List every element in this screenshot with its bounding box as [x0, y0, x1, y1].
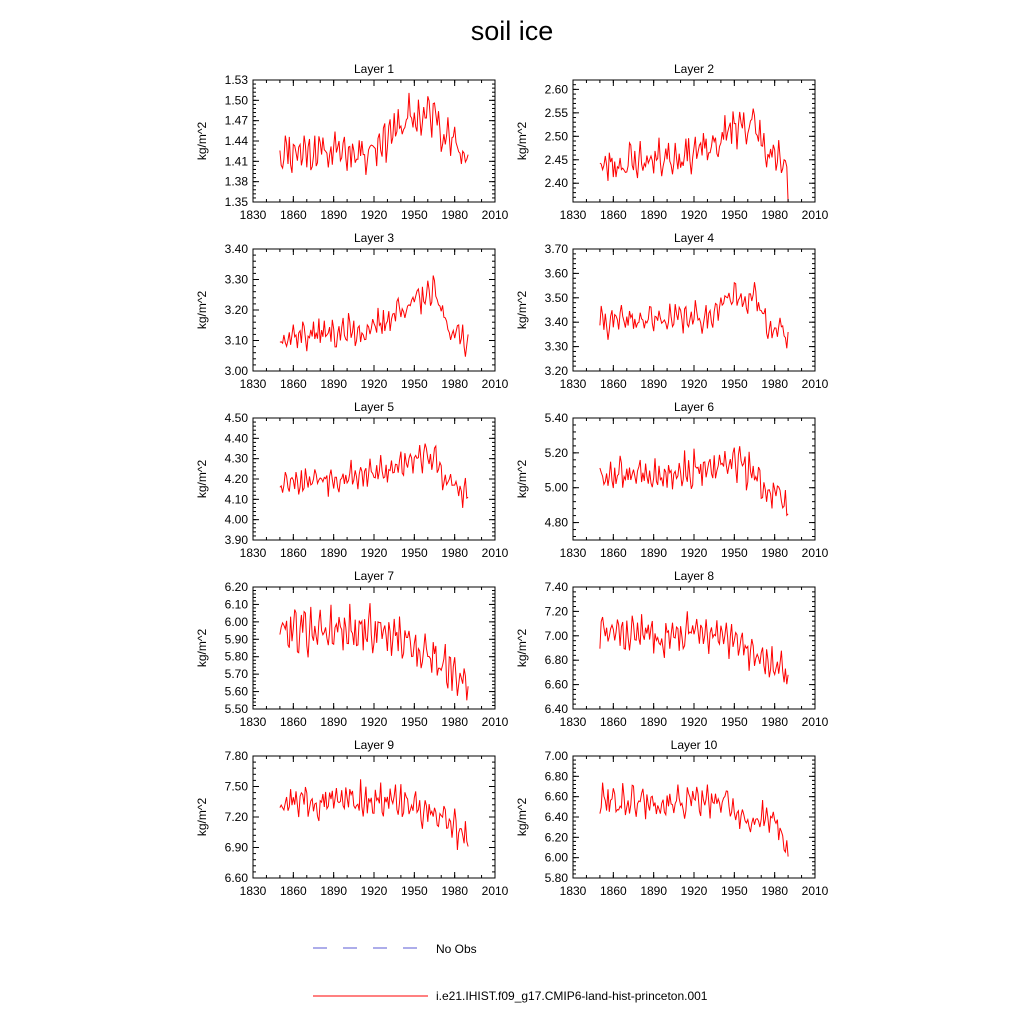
x-tick-label: 1830: [559, 377, 587, 391]
x-tick-label: 2010: [801, 884, 829, 898]
x-tick-label: 1920: [360, 208, 388, 222]
y-tick-label: 7.00: [544, 749, 568, 763]
x-tick-label: 1980: [761, 377, 789, 391]
y-tick-label: 5.90: [224, 632, 248, 647]
y-tick-label: 7.20: [224, 810, 248, 824]
y-tick-label: 3.20: [544, 364, 568, 378]
x-tick-label: 1860: [599, 546, 627, 560]
x-tick-label: 1920: [360, 546, 388, 560]
y-tick-label: 3.60: [544, 266, 568, 281]
legend: [313, 942, 708, 1003]
x-tick-label: 1830: [239, 208, 267, 222]
series-line: [600, 282, 788, 348]
y-tick-label: 6.60: [224, 871, 248, 885]
x-tick-label: 1950: [400, 208, 428, 222]
x-tick-label: 2010: [801, 715, 829, 729]
panel-7: [195, 569, 509, 729]
plot-frame: [573, 756, 815, 878]
x-tick-label: 1860: [599, 884, 627, 898]
y-tick-label: 3.50: [544, 290, 568, 305]
x-tick-label: 2010: [481, 884, 509, 898]
y-tick-label: 4.00: [224, 512, 248, 527]
y-tick-label: 1.50: [224, 93, 248, 108]
y-axis-label: kg/m^2: [515, 797, 529, 837]
x-tick-label: 1830: [559, 208, 587, 222]
y-tick-label: 6.80: [544, 769, 568, 784]
x-tick-label: 1890: [320, 208, 348, 222]
x-tick-label: 2010: [481, 546, 509, 560]
y-tick-label: 6.20: [544, 830, 568, 845]
x-tick-label: 2010: [801, 546, 829, 560]
y-tick-label: 7.20: [544, 604, 568, 619]
y-tick-label: 4.30: [224, 451, 248, 466]
panel-title: Layer 2: [673, 62, 715, 76]
y-tick-label: 5.70: [224, 667, 248, 682]
y-tick-label: 5.80: [544, 871, 568, 885]
x-tick-label: 1860: [279, 884, 307, 898]
x-tick-label: 1920: [680, 884, 708, 898]
legend-label-no-obs: No Obs: [436, 942, 477, 956]
y-tick-label: 6.40: [544, 810, 568, 824]
y-axis-label: kg/m^2: [515, 628, 529, 668]
x-tick-label: 1920: [680, 377, 708, 391]
x-tick-label: 1980: [441, 884, 469, 898]
x-tick-label: 1890: [320, 546, 348, 560]
x-tick-label: 1890: [640, 377, 668, 391]
x-tick-label: 1860: [599, 208, 627, 222]
y-tick-label: 3.40: [544, 315, 568, 330]
x-tick-label: 1830: [239, 715, 267, 729]
x-tick-label: 1920: [680, 546, 708, 560]
y-tick-label: 1.47: [224, 113, 248, 128]
y-tick-label: 3.70: [544, 242, 568, 256]
panel-title: Layer 8: [673, 569, 715, 583]
y-tick-label: 4.10: [224, 492, 248, 507]
series-line: [280, 444, 468, 508]
plot-frame: [573, 249, 815, 371]
panel-9: [195, 738, 509, 898]
series-line: [280, 276, 468, 357]
y-tick-label: 1.44: [224, 134, 248, 148]
y-tick-label: 7.40: [544, 580, 568, 594]
y-tick-label: 6.40: [544, 702, 568, 716]
y-tick-label: 5.40: [544, 411, 568, 425]
panel-title: Layer 6: [673, 400, 715, 414]
x-tick-label: 1980: [761, 884, 789, 898]
y-tick-label: 5.00: [544, 480, 568, 495]
x-tick-label: 1860: [279, 208, 307, 222]
x-tick-label: 2010: [801, 208, 829, 222]
x-tick-label: 1980: [761, 546, 789, 560]
series-line: [600, 611, 788, 684]
x-tick-label: 1890: [640, 715, 668, 729]
y-tick-label: 3.40: [224, 242, 248, 256]
x-tick-label: 1950: [400, 546, 428, 560]
plot-frame: [253, 249, 495, 371]
x-tick-label: 1980: [761, 208, 789, 222]
y-tick-label: 4.20: [224, 472, 248, 486]
x-tick-label: 1830: [239, 377, 267, 391]
plot-frame: [573, 587, 815, 709]
x-tick-label: 1980: [441, 546, 469, 560]
series-line: [600, 109, 788, 202]
x-tick-label: 2010: [481, 715, 509, 729]
x-tick-label: 1950: [400, 377, 428, 391]
y-tick-label: 4.50: [224, 411, 248, 425]
x-tick-label: 1890: [320, 377, 348, 391]
series-line: [600, 783, 788, 857]
x-tick-label: 1830: [239, 884, 267, 898]
legend-label-model: i.e21.IHIST.f09_g17.CMIP6-land-hist-princeton.001: [436, 989, 708, 1003]
y-tick-label: 3.20: [224, 303, 248, 317]
y-tick-label: 3.90: [224, 533, 248, 547]
series-line: [600, 446, 788, 515]
x-tick-label: 1920: [360, 377, 388, 391]
series-line: [280, 603, 468, 700]
y-tick-label: 6.20: [224, 580, 248, 594]
x-tick-label: 1980: [441, 208, 469, 222]
y-tick-label: 6.60: [544, 677, 568, 692]
y-tick-label: 2.45: [544, 152, 568, 167]
panel-5: [195, 400, 509, 560]
y-tick-label: 7.00: [544, 628, 568, 643]
x-tick-label: 1950: [720, 377, 748, 391]
x-tick-label: 1950: [720, 884, 748, 898]
y-tick-label: 3.30: [544, 339, 568, 354]
y-tick-label: 5.80: [224, 649, 248, 664]
y-tick-label: 1.41: [224, 154, 248, 169]
panel-title: Layer 9: [353, 738, 395, 752]
panel-title: Layer 1: [353, 62, 395, 76]
y-axis-label: kg/m^2: [195, 797, 209, 837]
x-tick-label: 2010: [481, 208, 509, 222]
y-tick-label: 6.00: [224, 614, 248, 629]
panel-title: Layer 5: [353, 400, 395, 414]
y-tick-label: 6.00: [544, 850, 568, 865]
y-axis-label: kg/m^2: [515, 121, 529, 161]
y-axis-label: kg/m^2: [195, 628, 209, 668]
panel-title: Layer 7: [353, 569, 395, 583]
x-tick-label: 1950: [400, 715, 428, 729]
x-tick-label: 1830: [559, 546, 587, 560]
y-tick-label: 7.50: [224, 779, 248, 794]
x-tick-label: 1950: [720, 546, 748, 560]
x-tick-label: 1920: [360, 884, 388, 898]
x-tick-label: 2010: [481, 377, 509, 391]
x-tick-label: 1860: [599, 715, 627, 729]
x-tick-label: 1980: [441, 377, 469, 391]
y-axis-label: kg/m^2: [195, 459, 209, 499]
x-tick-label: 1980: [761, 715, 789, 729]
y-tick-label: 6.10: [224, 597, 248, 612]
y-tick-label: 6.60: [544, 789, 568, 804]
y-axis-label: kg/m^2: [515, 459, 529, 499]
panel-8: [515, 569, 829, 729]
panel-1: [195, 62, 509, 222]
plot-frame: [253, 587, 495, 709]
y-tick-label: 5.60: [224, 684, 248, 699]
panel-4: [515, 231, 829, 391]
y-tick-label: 3.00: [224, 364, 248, 378]
panel-10: [515, 738, 829, 898]
x-tick-label: 1830: [559, 884, 587, 898]
x-tick-label: 1860: [279, 715, 307, 729]
figure-title: soil ice: [470, 16, 554, 46]
x-tick-label: 1860: [279, 546, 307, 560]
y-axis-label: kg/m^2: [195, 121, 209, 161]
y-tick-label: 5.50: [224, 702, 248, 716]
y-tick-label: 4.40: [224, 431, 248, 446]
y-tick-label: 5.20: [544, 445, 568, 460]
x-tick-label: 2010: [801, 377, 829, 391]
x-tick-label: 1920: [680, 715, 708, 729]
y-axis-label: kg/m^2: [195, 290, 209, 330]
y-axis-label: kg/m^2: [515, 290, 529, 330]
y-tick-label: 3.30: [224, 272, 248, 287]
x-tick-label: 1920: [360, 715, 388, 729]
chart-panels: [195, 62, 829, 898]
series-line: [280, 779, 468, 850]
x-tick-label: 1920: [680, 208, 708, 222]
y-tick-label: 7.80: [224, 749, 248, 763]
y-tick-label: 2.60: [544, 82, 568, 97]
panel-3: [195, 231, 509, 391]
y-tick-label: 3.10: [224, 333, 248, 348]
y-tick-label: 1.38: [224, 174, 248, 189]
y-tick-label: 4.80: [544, 515, 568, 530]
panel-title: Layer 4: [673, 231, 715, 245]
plot-frame: [253, 756, 495, 878]
x-tick-label: 1860: [279, 377, 307, 391]
x-tick-label: 1830: [239, 546, 267, 560]
y-tick-label: 1.53: [224, 73, 248, 87]
plot-frame: [253, 418, 495, 540]
y-tick-label: 2.50: [544, 129, 568, 144]
panel-2: [515, 62, 829, 222]
x-tick-label: 1890: [640, 208, 668, 222]
x-tick-label: 1950: [720, 208, 748, 222]
x-tick-label: 1890: [640, 884, 668, 898]
y-tick-label: 1.35: [224, 195, 248, 209]
x-tick-label: 1860: [599, 377, 627, 391]
y-tick-label: 6.90: [224, 840, 248, 855]
y-tick-label: 6.80: [544, 653, 568, 668]
y-tick-label: 2.40: [544, 176, 568, 191]
panel-6: [515, 400, 829, 560]
x-tick-label: 1890: [320, 884, 348, 898]
series-line: [280, 93, 468, 175]
y-tick-label: 2.55: [544, 105, 568, 120]
x-tick-label: 1950: [720, 715, 748, 729]
panel-title: Layer 10: [670, 738, 718, 752]
x-tick-label: 1950: [400, 884, 428, 898]
x-tick-label: 1830: [559, 715, 587, 729]
x-tick-label: 1890: [320, 715, 348, 729]
panel-title: Layer 3: [353, 231, 395, 245]
x-tick-label: 1890: [640, 546, 668, 560]
x-tick-label: 1980: [441, 715, 469, 729]
